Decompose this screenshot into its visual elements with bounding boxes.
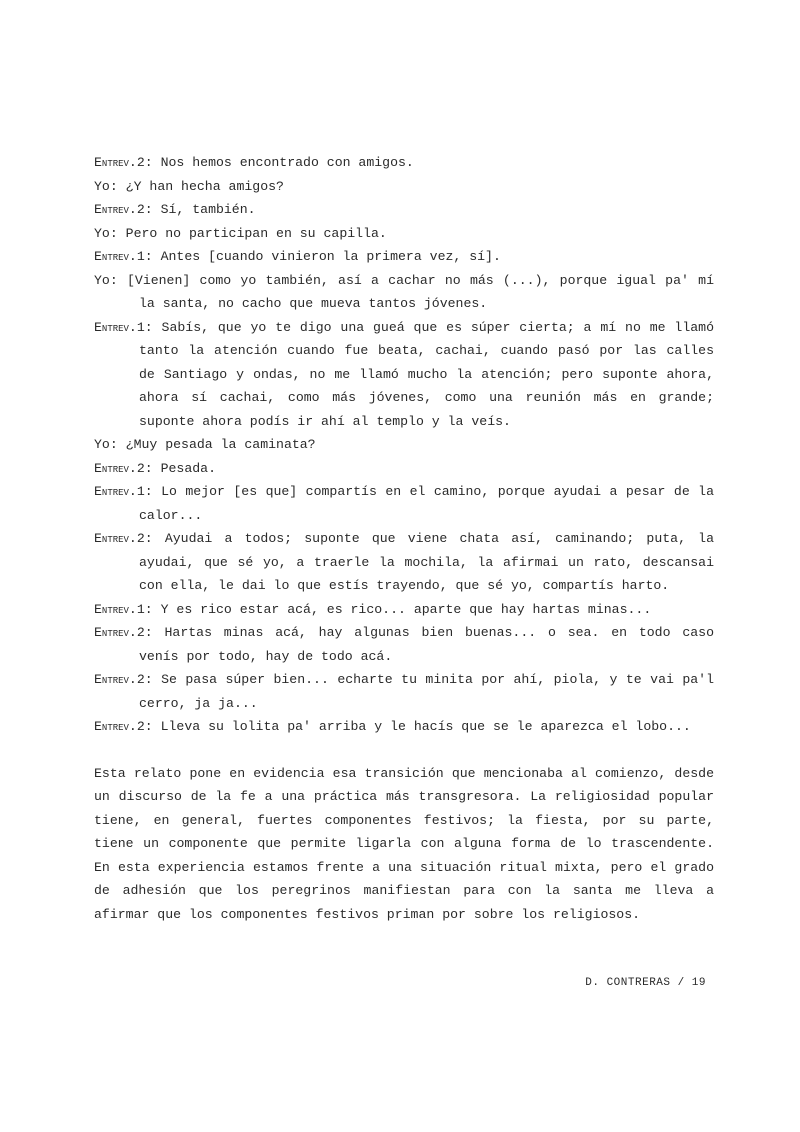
dialogue-line xyxy=(94,433,714,457)
speaker-label: Entrev.2: xyxy=(94,460,153,476)
dialogue-text: Sabís, que yo te digo una gueá que es súper cierta; a mí no me llamó tanto la atención cuando fue beata, cachai, cuando pasó por las calles de Santiago y ondas, no me llamó mucho la atención; pero suponte ahora, ahora sí cachai, como más jóvenes, como una reunión más en grande; suponte ahora podís ir ahí al templo y la veís. xyxy=(139,319,714,429)
dialogue-line xyxy=(94,222,714,246)
dialogue-line xyxy=(94,621,714,668)
dialogue-text: Sí, también. xyxy=(152,202,256,217)
speaker-label: Yo: xyxy=(94,272,118,288)
dialogue-line xyxy=(94,316,714,434)
dialogue-line xyxy=(94,269,714,316)
dialogue-text: [Vienen] como yo también, así a cachar no más (...), porque igual pa' mí la santa, no cacho que mueva tantos jóvenes. xyxy=(117,272,714,311)
dialogue-text: Pero no participan en su capilla. xyxy=(117,225,387,241)
dialogue-line xyxy=(94,198,714,222)
dialogue-text: Antes [cuando vinieron la primera vez, sí]. xyxy=(152,249,501,264)
dialogue-text: Se pasa súper bien... echarte tu minita por ahí, piola, y te vai pa'l cerro, ja ja... xyxy=(139,672,714,711)
dialogue-line xyxy=(94,527,714,598)
interview-dialogue xyxy=(94,151,714,739)
dialogue-line xyxy=(94,480,714,527)
speaker-label: Entrev.2: xyxy=(94,672,153,687)
speaker-label: Entrev.2: xyxy=(94,625,153,640)
dialogue-text: Hartas minas acá, hay algunas bien buenas... o sea. en todo caso venís por todo, hay de todo acá. xyxy=(139,625,714,664)
dialogue-text: ¿Muy pesada la caminata? xyxy=(117,437,316,452)
dialogue-text: ¿Y han hecha amigos? xyxy=(117,178,284,194)
dialogue-text: Nos hemos encontrado con amigos. xyxy=(152,155,414,170)
speaker-label: Entrev.2: xyxy=(94,531,153,546)
dialogue-line xyxy=(94,245,714,269)
dialogue-text: Lo mejor [es que] compartís en el camino, porque ayudai a pesar de la calor... xyxy=(139,484,714,523)
page-footer: D. CONTRERAS / 19 xyxy=(585,977,706,989)
speaker-label: Entrev.1: xyxy=(94,319,153,335)
speaker-label: Entrev.1: xyxy=(94,484,153,499)
dialogue-line xyxy=(94,457,714,481)
speaker-label: Entrev.1: xyxy=(94,249,153,264)
dialogue-line xyxy=(94,598,714,622)
speaker-label: Yo: xyxy=(94,178,118,194)
dialogue-text: Pesada. xyxy=(152,460,216,476)
speaker-label: Entrev.1: xyxy=(94,601,153,617)
speaker-label: Entrev.2: xyxy=(94,155,153,170)
dialogue-line xyxy=(94,668,714,715)
dialogue-text: Lleva su lolita pa' arriba y le hacís que se le aparezca el lobo... xyxy=(152,719,691,734)
page-content xyxy=(94,151,714,926)
dialogue-line xyxy=(94,175,714,199)
dialogue-line xyxy=(94,715,714,739)
speaker-label: Entrev.2: xyxy=(94,719,153,734)
dialogue-line xyxy=(94,151,714,175)
speaker-label: Yo: xyxy=(94,225,118,241)
dialogue-text: Y es rico estar acá, es rico... aparte que hay hartas minas... xyxy=(152,601,652,617)
dialogue-text: Ayudai a todos; suponte que viene chata así, caminando; puta, la ayudai, que sé yo, a traerle la mochila, la afirmai un rato, descansai con ella, le dai lo que estís trayendo, que sé yo, compartís harto. xyxy=(139,531,714,593)
speaker-label: Entrev.2: xyxy=(94,202,153,217)
body-paragraph: Esta relato pone en evidencia esa transición que mencionaba al comienzo, desde un discurso de la fe a una práctica más transgresora. La religiosidad popular tiene, en general, fuertes componentes festivos; la fiesta, por su parte, tiene un componente que permite ligarla con alguna forma de lo trascendente. En esta experiencia estamos frente a una situación ritual mixta, pero el grado de adhesión que los peregrinos manifiestan para con la santa me lleva a afirmar que los componentes festivos priman por sobre los religiosos. xyxy=(94,765,714,922)
speaker-label: Yo: xyxy=(94,437,118,452)
